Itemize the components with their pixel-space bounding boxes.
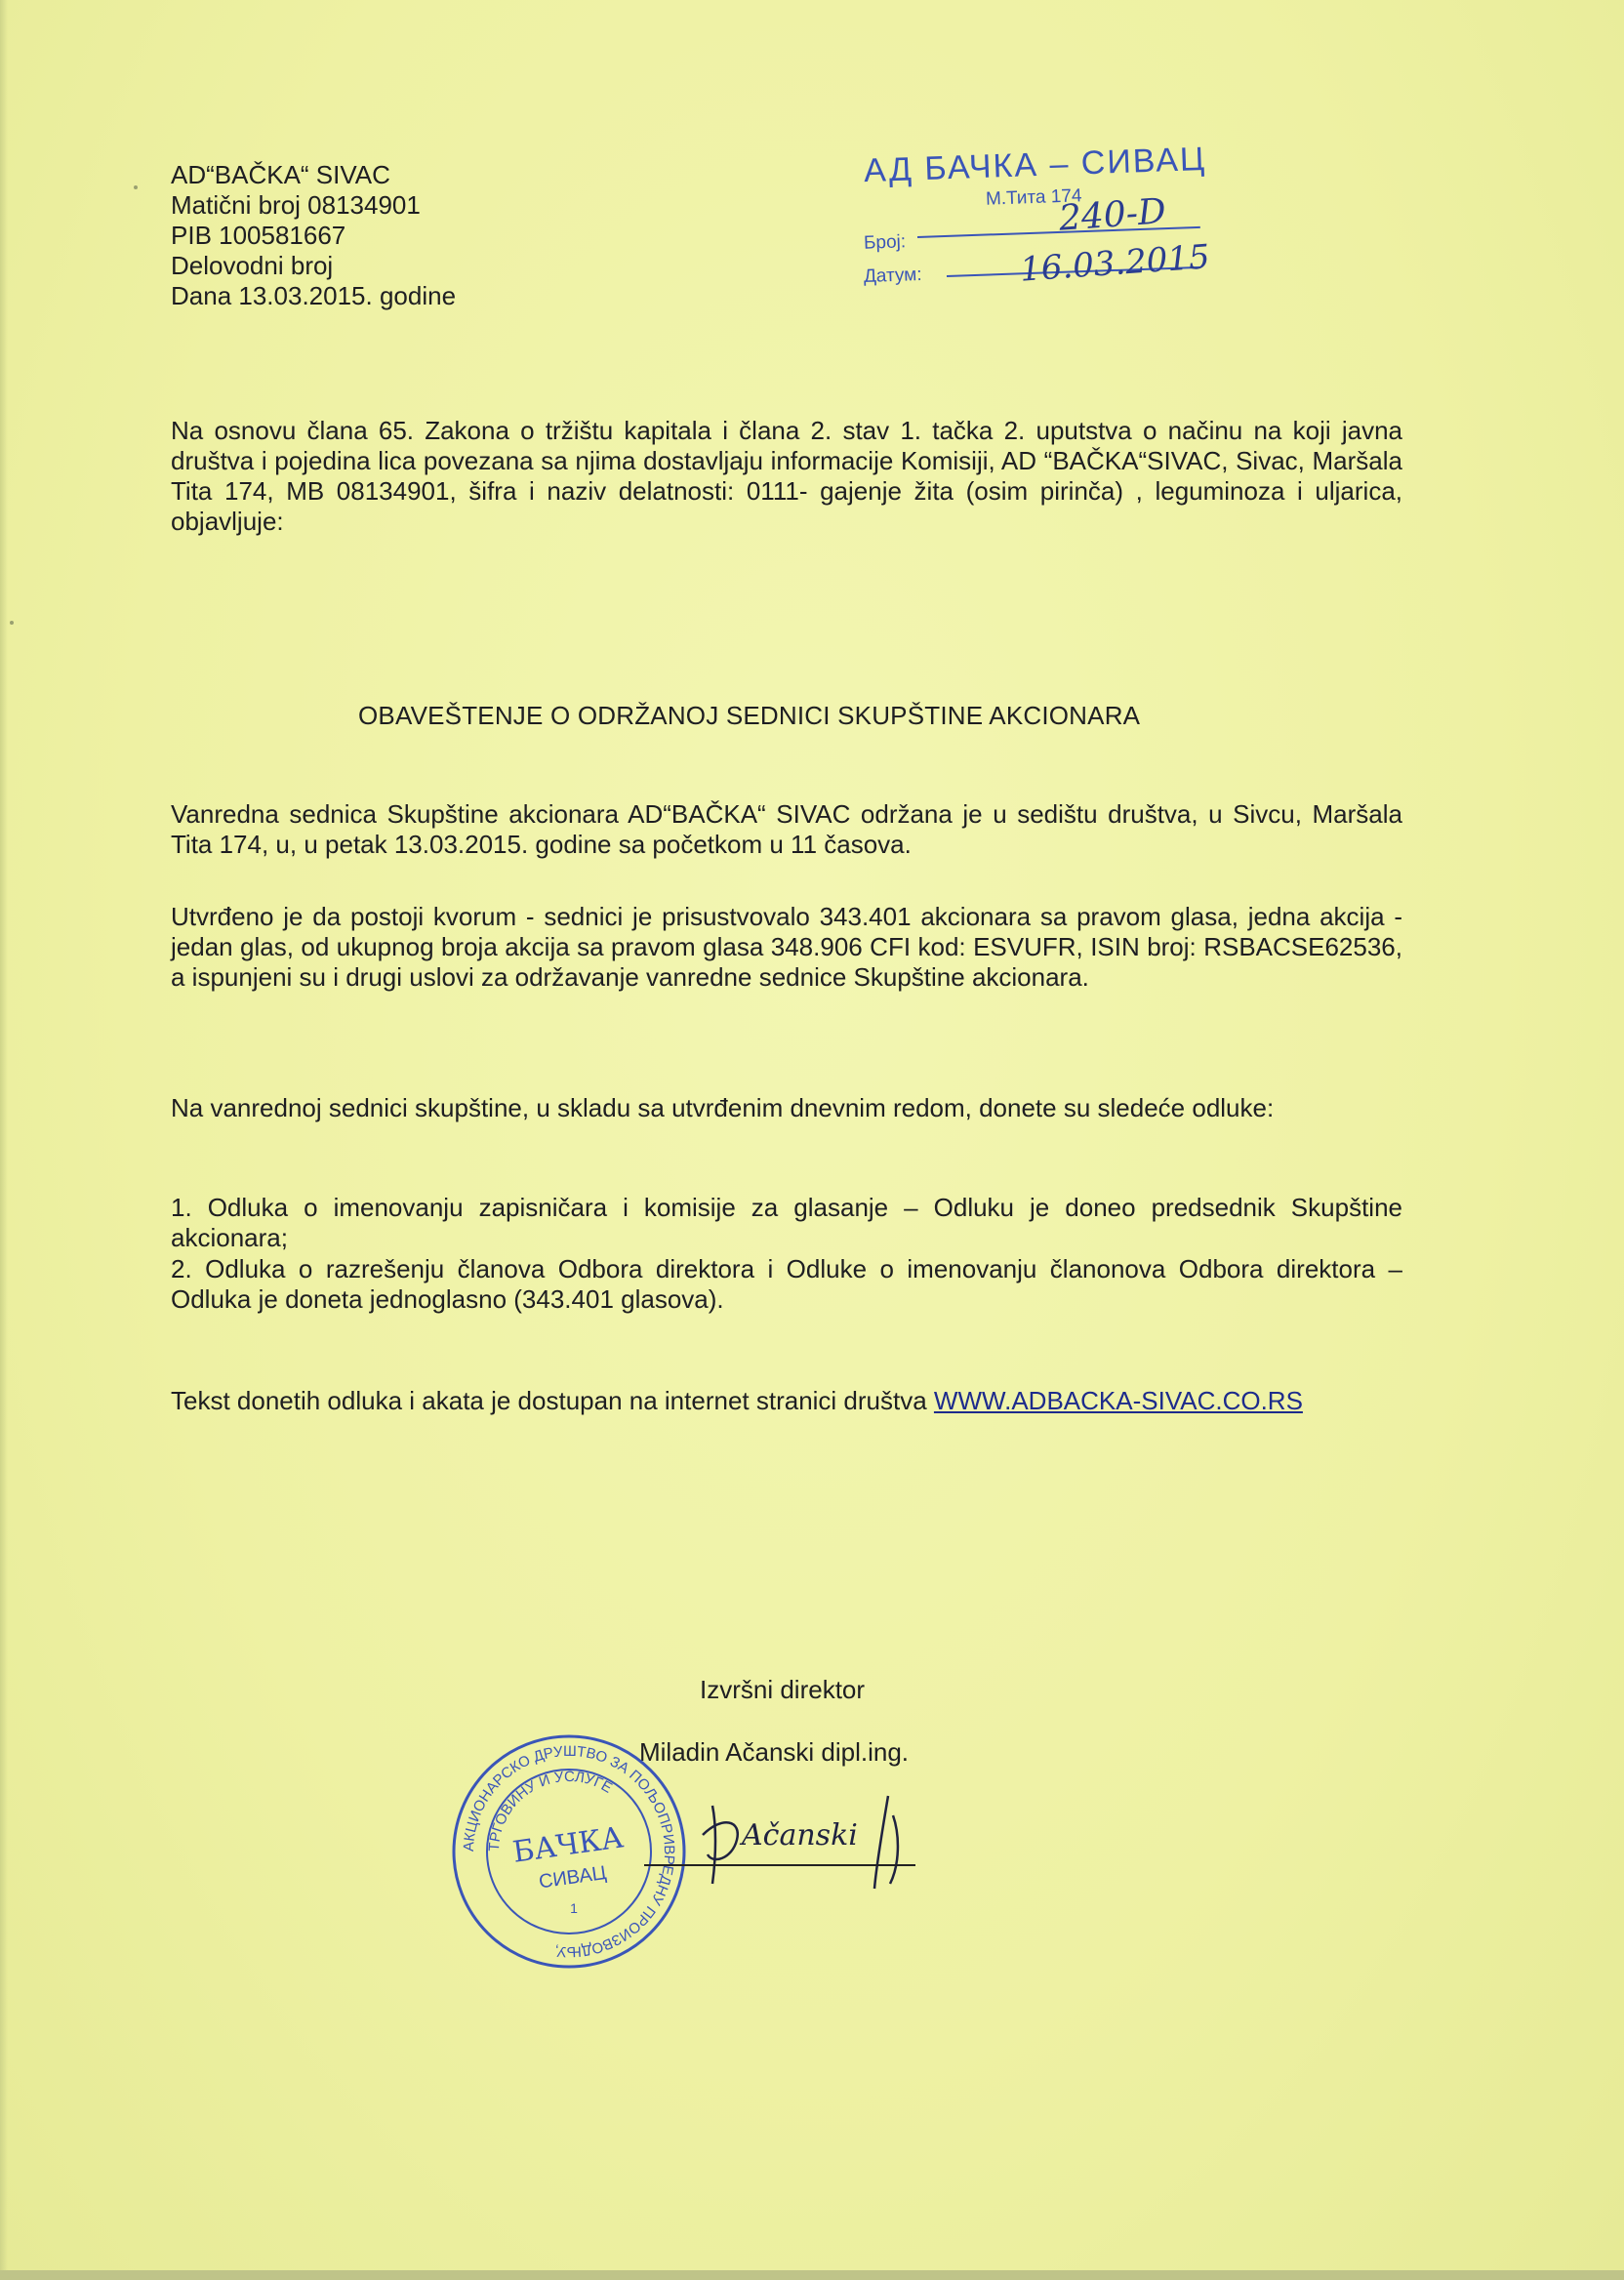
stamp-number-label: Број: [863, 231, 907, 254]
seal-outer-text: АКЦИОНАРСКО ДРУШТВО ЗА ПОЉОПРИВРЕДНУ ПРОИЗВОДЊУ, [460, 1742, 678, 1961]
website-text: Tekst donetih odluka i akata je dostupan na internet stranici društva [171, 1386, 934, 1415]
decisions-intro: Na vanrednoj sednici skupštine, u skladu sa utvrđenim dnevnim redom, donete su sledeće odluke: [171, 1093, 1275, 1122]
stamp-date-handwritten: 16.03.2015 [1018, 237, 1211, 290]
tax-id: PIB 100581667 [171, 221, 346, 250]
signatory-title: Izvršni direktor [700, 1675, 866, 1704]
scan-speck [10, 621, 14, 625]
decision-item-2: 2. Odluka o razrešenju članova Odbora direktora i Odluke o imenovanju članonova Odbora direktora – Odluka je doneta jednoglasno (343.401 glasova). [171, 1254, 1402, 1314]
seal-number: 1 [570, 1900, 578, 1916]
seal-center-name: БАЧКА [510, 1820, 626, 1870]
page-bottom-edge [0, 2270, 1624, 2280]
registration-number: Matični broj 08134901 [171, 190, 421, 220]
document-title: OBAVEŠTENJE O ODRŽANOJ SEDNICI SKUPŠTINE AKCIONARA [358, 701, 1141, 730]
company-header [171, 160, 639, 311]
signature-script: Ačanski [742, 1818, 858, 1852]
scan-speck [134, 185, 138, 189]
meeting-paragraph: Vanredna sednica Skupštine akcionara AD“BAČKA“ SIVAC održana je u sedištu društva, u Sivcu, Maršala Tita 174, u, u petak 13.03.2015. godine sa početkom u 11 časova. [171, 799, 1402, 859]
reference-number-label: Delovodni broj [171, 251, 334, 280]
company-seal [447, 1730, 691, 1974]
page-edge-shadow [0, 0, 8, 2280]
intro-paragraph: Na osnovu člana 65. Zakona o tržištu kapitala i člana 2. stav 1. tačka 2. uputstva o načinu na koji javna društva i pojedina lica povezana sa njima dostavljaju informacije Komisiji, AD “BAČKA“SIVAC, Sivac, Maršala Tita 174, MB 08134901, šifra i naziv delatnosti: 0111- gajenje žita (osim pirinča) , leguminoza i uljarica, objavljuje: [171, 416, 1402, 536]
company-name: AD“BAČKA“ SIVAC [171, 160, 390, 189]
quorum-paragraph: Utvrđeno je da postoji kvorum - sednici je prisustvovalo 343.401 akcionara sa pravom glasa, jedna akcija - jedan glas, od ukupnog broja akcija sa pravom glasa 348.906 CFI kod: ESVUFR, ISIN broj: RSBACSE62536, a ispunjeni su i drugi uslovi za održavanje vanredne sednice Skupštine akcionara. [171, 902, 1402, 992]
website-paragraph [171, 1386, 1402, 1416]
stamp-title: АД БАЧКА – СИВАЦ [863, 140, 1207, 190]
stamp-address: М.Тита 174 [985, 185, 1082, 210]
website-link[interactable]: WWW.ADBACKA-SIVAC.CO.RS [933, 1386, 1303, 1415]
signatory-name: Miladin Ačanski dipl.ing. [639, 1737, 910, 1767]
stamp-date-label: Датум: [863, 264, 922, 288]
document-date: Dana 13.03.2015. godine [171, 281, 457, 310]
handwritten-signature [683, 1786, 937, 1903]
seal-inner-text: ТРГОВИНУ И УСЛУГЕ [485, 1768, 616, 1852]
decision-item-1: 1. Odluka o imenovanju zapisničara i komisije za glasanje – Odluku je doneo predsednik Skupštine akcionara; [171, 1193, 1402, 1252]
stamp-number-handwritten: 240-D [1057, 191, 1168, 239]
seal-center-city: СИВАЦ [537, 1861, 608, 1893]
signature-line [644, 1864, 915, 1866]
received-stamp [859, 140, 1230, 303]
